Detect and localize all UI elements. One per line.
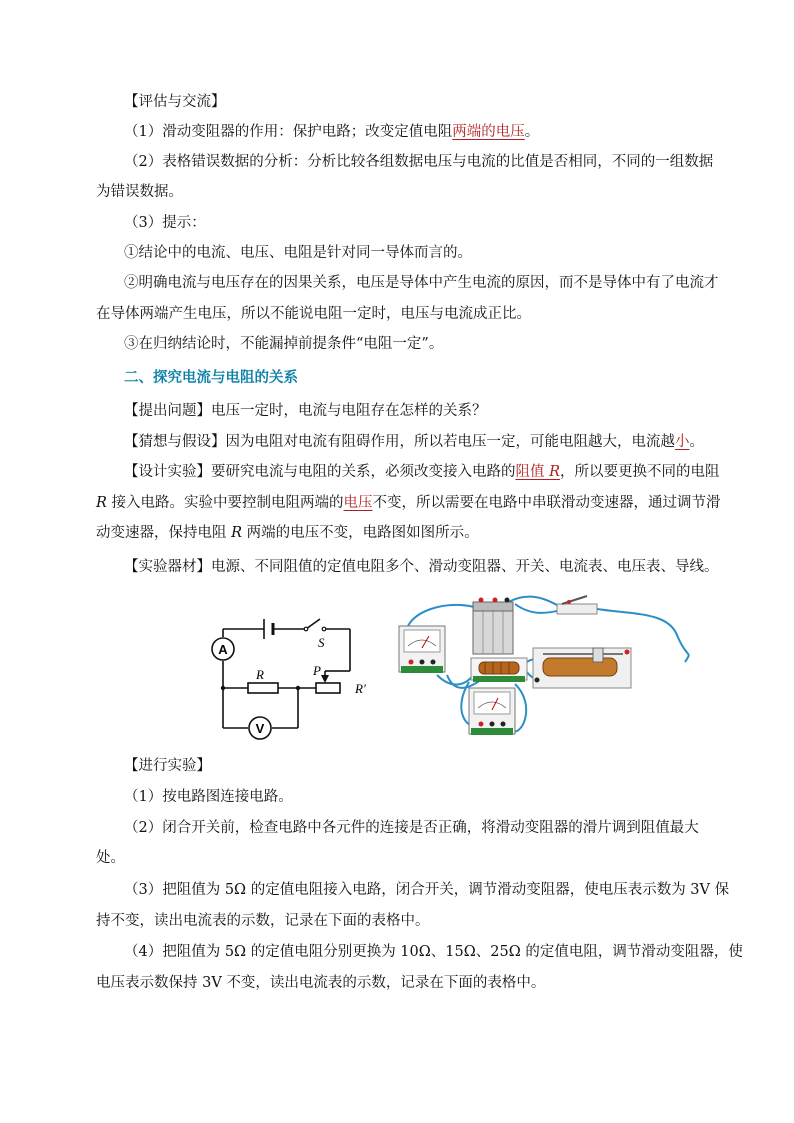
- answer-text: 两端的电压: [452, 124, 525, 140]
- text: 动变速器，保持电阻: [96, 525, 232, 541]
- variable: R: [231, 525, 243, 541]
- paragraph-2-line-1: （2）表格错误数据的分析：分析比较各组数据电压与电流的比值是否相同，不同的一组数据: [124, 154, 714, 170]
- design-line-1: [124, 462, 720, 482]
- voltmeter-label: V: [255, 721, 265, 736]
- text: 不变，所以需要在电路中串联滑动变速器，通过调节滑: [372, 495, 721, 511]
- hypothesis-paragraph: [124, 432, 704, 452]
- text: 两端的电压不变，电路图如图所示。: [242, 525, 479, 541]
- section-title-procedure: 【进行实验】: [124, 758, 211, 774]
- label: 【实验器材】: [124, 559, 211, 575]
- text: 。: [689, 434, 704, 450]
- paragraph-1: [124, 122, 539, 142]
- section-title-evaluation: 【评估与交流】: [124, 94, 226, 110]
- label: 【猜想与假设】: [124, 434, 226, 450]
- switch-icon: [304, 627, 326, 631]
- resistor-label: R: [256, 667, 264, 682]
- text: 电压一定时，电流与电阻存在怎样的关系？: [211, 403, 487, 419]
- paragraph-3: （3）提示：: [124, 215, 206, 231]
- question-paragraph: [124, 401, 487, 421]
- step-4-line-2: 电压表示数保持 3V 不变，读出电流表的示数，记录在下面的表格中。: [96, 975, 546, 991]
- step-2-line-2: 处。: [96, 850, 125, 866]
- junction-dot: [221, 686, 225, 690]
- text: 电源、不同阻值的定值电阻多个、滑动变阻器、开关、电流表、电压表、导线。: [211, 559, 719, 575]
- text: 。: [524, 124, 540, 140]
- switch-label: S: [318, 635, 325, 650]
- ammeter-label: A: [218, 642, 228, 657]
- text: （1）滑动变阻器的作用：保护电路；改变定值电阻: [124, 124, 453, 140]
- step-3-line-1: （3）把阻值为 5Ω 的定值电阻接入电路，闭合开关，调节滑动变阻器，使电压表示数为 3V 保: [124, 882, 730, 898]
- step-3-line-2: 持不变，读出电流表的示数，记录在下面的表格中。: [96, 913, 430, 929]
- answer-text: [516, 464, 561, 480]
- variable: R: [549, 464, 561, 480]
- answer-text: 电压: [343, 495, 373, 511]
- materials-paragraph: [124, 557, 719, 577]
- text: 接入电路。实验中要控制电阻两端的: [106, 495, 344, 511]
- text: ，所以要更换不同的电阻: [560, 464, 720, 480]
- battery-icon: [264, 619, 273, 639]
- text: 因为电阻对电流有阻碍作用，所以若电压一定，可能电阻越大，电流越: [225, 434, 675, 450]
- step-2-line-1: （2）闭合开关前，检查电路中各元件的连接是否正确，将滑动变阻器的滑片调到阻值最大: [124, 820, 699, 836]
- battery-pack-icon: [473, 598, 513, 655]
- apparatus-illustration: [397, 590, 697, 740]
- tip-2-line-1: ②明确电流与电压存在的因果关系，电压是导体中产生电流的原因，而不是导体中有了电流才: [124, 275, 719, 291]
- design-line-2: [96, 493, 721, 513]
- tip-3: ③在归纳结论时，不能漏掉前提条件“电阻一定”。: [124, 336, 444, 352]
- step-4-line-1: （4）把阻值为 5Ω 的定值电阻分别更换为 10Ω、15Ω、25Ω 的定值电阻，调节滑动变阻器，使: [124, 944, 743, 960]
- circuit-diagram: [210, 605, 380, 745]
- text: 要研究电流与电阻的关系，必须改变接入电路的: [211, 464, 516, 480]
- step-1: （1）按电路图连接电路。: [124, 789, 293, 805]
- design-line-3: [96, 523, 479, 543]
- fixed-resistor-icon: [471, 658, 527, 682]
- tip-2-line-2: 在导体两端产生电压，所以不能说电阻一定时，电压与电流成正比。: [96, 306, 531, 322]
- answer-text: 小: [675, 434, 690, 450]
- rheostat-device-icon: [533, 648, 631, 688]
- paragraph-2-line-2: 为错误数据。: [96, 184, 183, 200]
- label: 【设计实验】: [124, 464, 211, 480]
- rheostat-label: R′: [355, 681, 366, 696]
- resistor-icon: [248, 683, 278, 693]
- text: 阻值: [515, 464, 550, 480]
- variable: R: [96, 495, 107, 511]
- junction-dot: [296, 686, 300, 690]
- ammeter-device-icon: [399, 626, 445, 673]
- tip-1: ①结论中的电流、电压、电阻是针对同一导体而言的。: [124, 245, 472, 261]
- label: 【提出问题】: [124, 403, 211, 419]
- slider-label: P: [313, 663, 321, 678]
- voltmeter-device-icon: [469, 688, 515, 735]
- section-heading: 二、探究电流与电阻的关系: [124, 369, 298, 386]
- slider-arrow-icon: [321, 675, 329, 683]
- rheostat-icon: [316, 683, 340, 693]
- knife-switch-icon: [557, 596, 597, 614]
